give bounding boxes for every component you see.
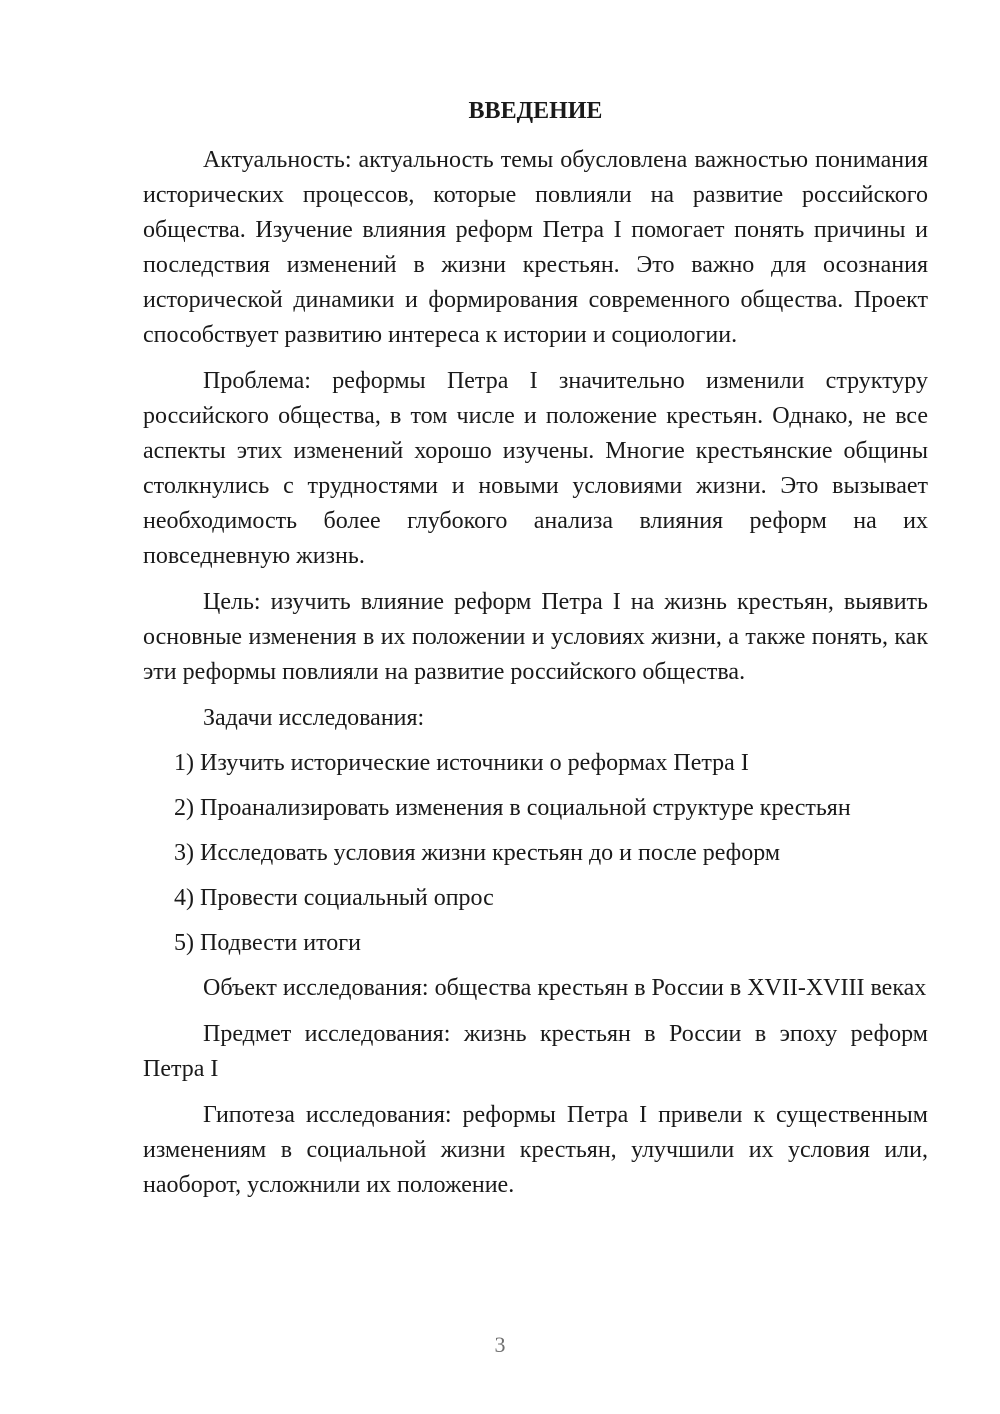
section-title: ВВЕДЕНИЕ bbox=[468, 98, 603, 124]
task-item-1: 1) Изучить исторические источники о реформах Петра I bbox=[174, 750, 749, 776]
page-content bbox=[143, 94, 928, 1214]
task-item-2: 2) Проанализировать изменения в социальной структуре крестьян bbox=[174, 795, 851, 821]
hypothesis-paragraph: Гипотеза исследования: реформы Петра I привели к существенным изменениям в социальной жизни крестьян, улучшили их условия или, наоборот, усложнили их положение. bbox=[143, 1102, 928, 1198]
research-object-paragraph: Объект исследования: общества крестьян в России в XVII-XVIII веках bbox=[203, 975, 927, 1001]
task-item-5: 5) Подвести итоги bbox=[174, 930, 361, 956]
tasks-list bbox=[143, 746, 928, 961]
task-item-4: 4) Провести социальный опрос bbox=[174, 885, 494, 911]
relevance-paragraph: Актуальность: актуальность темы обусловлена важностью понимания исторических процессов, которые повлияли на развитие российского общества. Изучение влияния реформ Петра I помогает понять причины и последствия изменений в жизни крестьян. Это важно для осознания исторической динамики и формирования современного общества. Проект способствует развитию интереса к истории и социологии. bbox=[143, 147, 928, 348]
page-number: 3 bbox=[494, 1332, 506, 1357]
task-item-3: 3) Исследовать условия жизни крестьян до и после реформ bbox=[174, 840, 781, 866]
research-subject-paragraph: Предмет исследования: жизнь крестьян в России в эпоху реформ Петра I bbox=[143, 1021, 928, 1082]
tasks-heading: Задачи исследования: bbox=[203, 705, 425, 731]
problem-paragraph: Проблема: реформы Петра I значительно изменили структуру российского общества, в том числе и положение крестьян. Однако, не все аспекты этих изменений хорошо изучены. Многие крестьянские общины столкнулись с трудностями и новыми условиями жизни. Это вызывает необходимость более глубокого анализа влияния реформ на их повседневную жизнь. bbox=[143, 368, 928, 569]
goal-paragraph: Цель: изучить влияние реформ Петра I на жизнь крестьян, выявить основные изменения в их положении и условиях жизни, а также понять, как эти реформы повлияли на развитие российского общества. bbox=[143, 589, 928, 685]
